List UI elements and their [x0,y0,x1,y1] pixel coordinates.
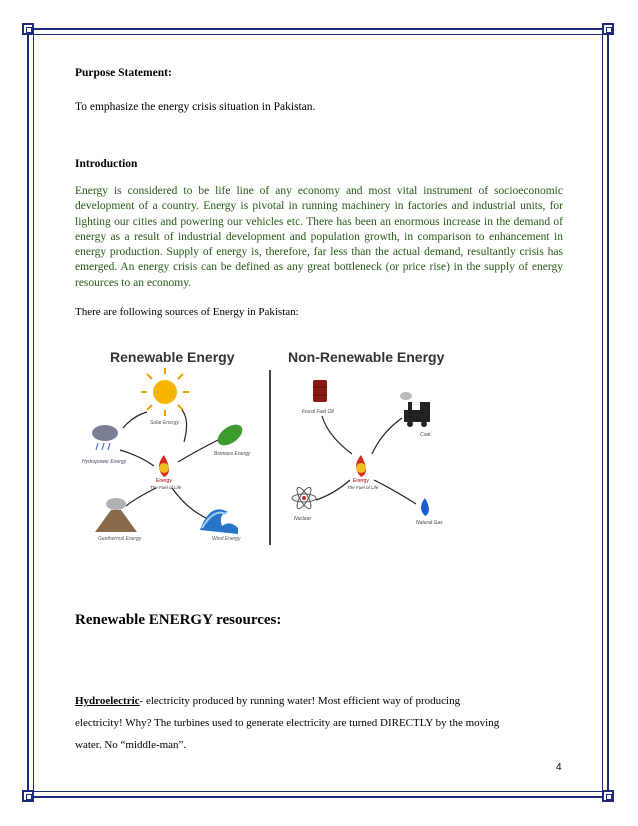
energy-sources-figure [82,340,460,562]
corner-ornament [602,790,614,802]
purpose-heading: Purpose Statement: [75,67,172,79]
nonrenewable-center-label: Energy [353,478,369,484]
hydro-label: Hydropower Energy [82,459,127,465]
gas-label: Natural Gas [416,520,443,526]
solar-label: Solar Energy [150,420,179,426]
atom-icon [292,486,316,511]
sun-icon [141,368,189,416]
hydro-line-2: electricity! Why? The turbines used to generate electricity are turned DIRECTLY by the moving [75,717,500,729]
hydro-line-1-text: - electricity produced by running water! Most efficient way of producing [139,695,461,707]
purpose-text: To emphasize the energy crisis situation in Pakistan. [75,101,316,113]
corner-ornament [602,23,614,35]
renewable-title: Renewable Energy [110,349,235,365]
nuclear-label: Nuclear [294,516,312,522]
hydro-paragraph [75,690,565,756]
flame-icon [159,455,169,477]
biomass-label: Biomass Energy [214,451,251,457]
sources-line: There are following sources of Energy in Pakistan: [75,306,299,318]
wave-icon [200,509,238,534]
renewable-section-heading: Renewable ENERGY resources: [75,612,282,628]
corner-ornament [22,23,34,35]
oil-label: Fossil Fuel Oil [302,409,334,415]
leaf-icon [214,420,246,449]
nonrenewable-title: Non-Renewable Energy [288,349,445,365]
hydro-term: Hydroelectric [75,695,140,707]
flame-icon [356,455,366,477]
page-number: 4 [556,762,562,773]
cloud-rain-icon [92,425,118,450]
renewable-center-sub: The Fuel of Life [150,485,182,490]
train-icon [400,392,430,427]
oil-barrel-icon [313,380,327,402]
coal-label: Coal [420,432,431,438]
wind-label: Wind Energy [212,536,241,542]
corner-ornament [22,790,34,802]
renewable-center-label: Energy [156,478,172,484]
introduction-paragraph: Energy is considered to be life line of any economy and most vital instrument of socioeconomic development of a country. Energy is pivotal in running machinery in factories and industrial units, for lighting our cities and powering our vehicles etc. There has been an enormous increase in the demand of energy as a result of industrial development and population growth, in comparison to enhancement in energy production. Supply of energy is, therefore, far less than the actual demand, resultantly crisis has emerged. An energy crisis can be defined as any great bottleneck (or price rise) in the supply of energy resources to an economy. [75,185,563,289]
gas-flame-icon [421,498,429,516]
hydro-line-3: water. No “middle-man”. [75,739,187,751]
nonrenewable-center-sub: The Fuel of Life [347,485,379,490]
geo-label: Geothermal Energy [98,536,142,542]
introduction-heading: Introduction [75,158,138,170]
hydro-line-1 [75,690,565,712]
